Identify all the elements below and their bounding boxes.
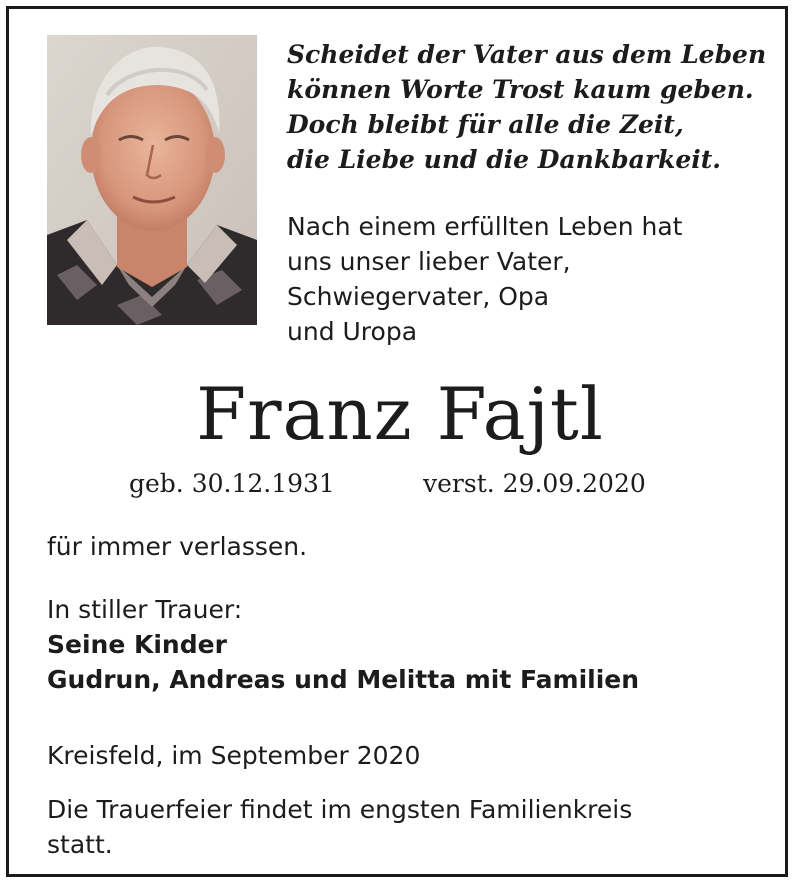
closing-text bbox=[47, 529, 767, 564]
obituary-frame bbox=[6, 6, 788, 877]
poem bbox=[287, 37, 787, 177]
intro-line: und Uropa bbox=[287, 317, 418, 346]
mourners-block bbox=[47, 592, 767, 697]
place-date bbox=[47, 738, 767, 773]
intro-text bbox=[287, 209, 767, 349]
intro-line: uns unser lieber Vater, bbox=[287, 247, 571, 276]
poem-line: Doch bleibt für alle die Zeit, bbox=[287, 110, 684, 139]
mourners-intro: In stiller Trauer: bbox=[47, 595, 243, 624]
intro-line: Nach einem erfüllten Leben hat bbox=[287, 212, 683, 241]
funeral-note-line: Die Trauerfeier findet im engsten Familienkreis bbox=[47, 795, 633, 824]
mourners-names: Gudrun, Andreas und Melitta mit Familien bbox=[47, 665, 640, 694]
poem-line: können Worte Trost kaum geben. bbox=[287, 75, 754, 104]
deceased-name: Franz Fajtl bbox=[196, 372, 604, 456]
funeral-note bbox=[47, 792, 767, 862]
mourners-title: Seine Kinder bbox=[47, 630, 227, 659]
place-date-line: Kreisfeld, im September 2020 bbox=[47, 741, 421, 770]
poem-line: Scheidet der Vater aus dem Leben bbox=[287, 40, 767, 69]
intro-line: Schwiegervater, Opa bbox=[287, 282, 550, 311]
poem-line: die Liebe und die Dankbarkeit. bbox=[287, 145, 721, 174]
portrait-photo bbox=[47, 35, 257, 325]
closing-line: für immer verlassen. bbox=[47, 532, 308, 561]
death-date: verst. 29.09.2020 bbox=[423, 469, 646, 498]
portrait-image bbox=[47, 35, 257, 325]
birth-date: geb. 30.12.1931 bbox=[129, 469, 335, 498]
funeral-note-line: statt. bbox=[47, 830, 113, 859]
